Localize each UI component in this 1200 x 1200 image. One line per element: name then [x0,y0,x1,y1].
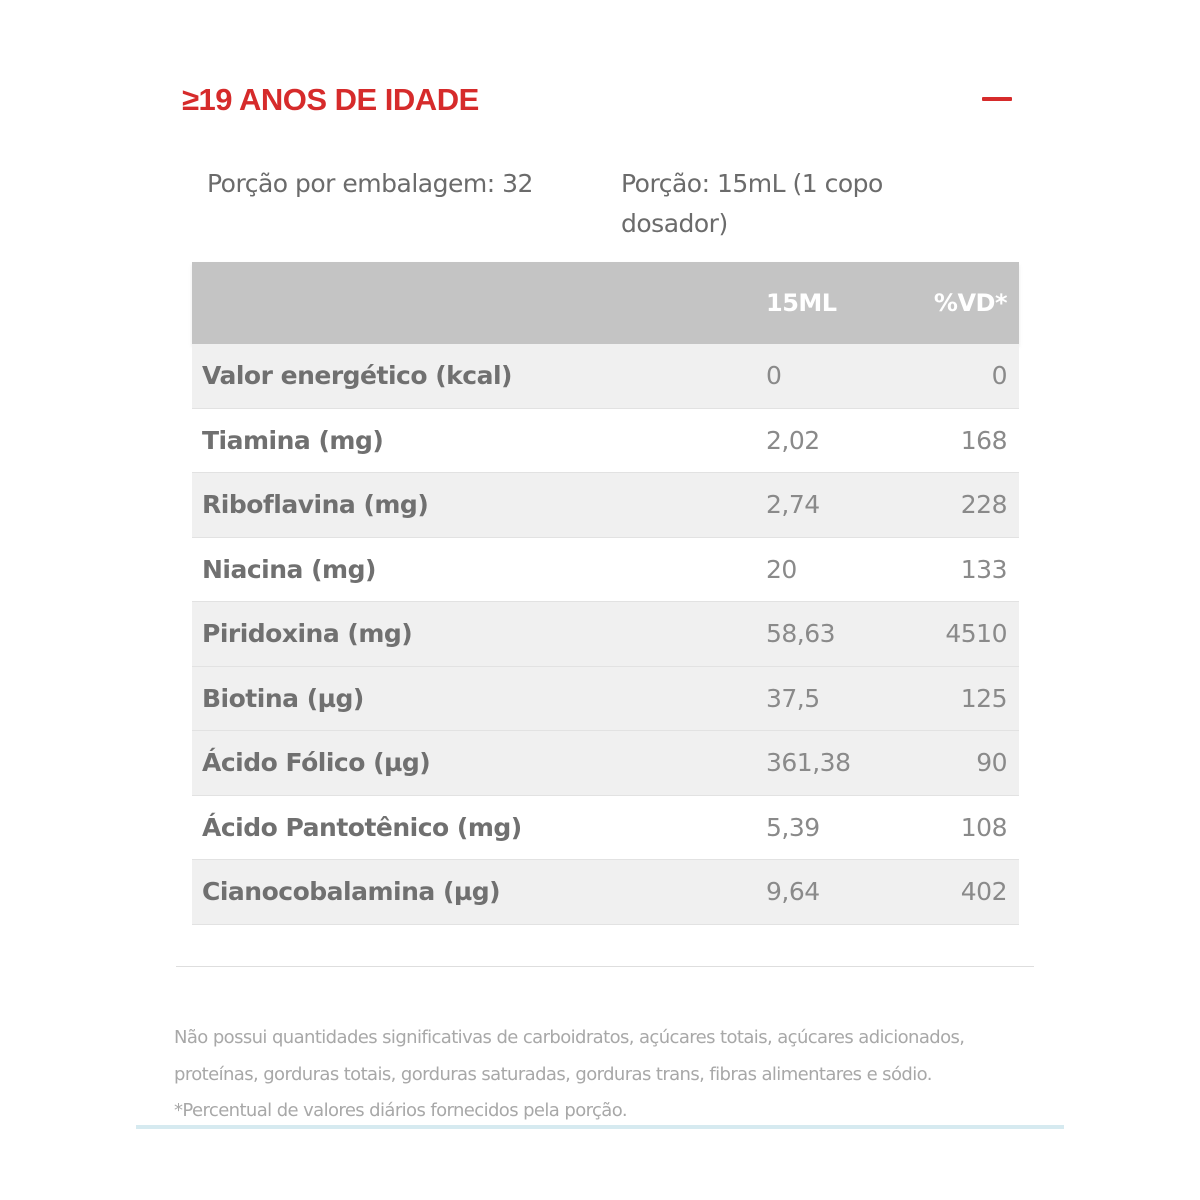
nutrient-daily-value: 90 [976,748,1007,777]
nutrition-table [192,262,1019,925]
bottom-accent-line [136,1125,1064,1129]
nutrient-name: Biotina (µg) [202,683,364,713]
nutrient-name: Tiamina (mg) [202,425,384,455]
footnote-text: Não possui quantidades significativas de carboidratos, açúcares totais, açúcares adicionados, [174,1027,965,1048]
nutrient-amount: 2,74 [766,490,820,519]
minus-icon[interactable] [982,97,1012,101]
nutrient-daily-value: 0 [991,361,1007,390]
nutrient-name: Ácido Fólico (µg) [202,748,431,777]
nutrient-name: Niacina (mg) [202,554,376,584]
footnote-daily-value-note: *Percentual de valores diários fornecidos pela porção. [174,1100,627,1121]
nutrient-name: Valor energético (kcal) [202,361,512,390]
nutrient-name: Riboflavina (mg) [202,490,429,519]
nutrient-name: Cianocobalamina (µg) [202,877,501,906]
nutrient-daily-value: 108 [960,812,1007,842]
nutrient-daily-value: 168 [960,425,1007,455]
portion-serving: Porção: 15mL (1 copo dosador) [621,169,883,238]
table-header [192,262,1019,344]
nutrient-name: Piridoxina (mg) [202,619,413,648]
nutrient-amount: 20 [766,554,797,584]
footnotes [174,1020,1054,1130]
section-title: ≥19 ANOS DE IDADE [182,82,479,117]
table-row [192,538,1019,603]
nutrient-amount: 58,63 [766,619,836,648]
table-row [192,731,1019,796]
table-row [192,602,1019,667]
nutrient-daily-value: 4510 [945,619,1007,648]
nutrient-daily-value: 228 [960,490,1007,519]
nutrient-amount: 361,38 [766,748,851,777]
nutrient-amount: 2,02 [766,425,820,455]
header-amount: 15ML [766,289,837,317]
nutrient-amount: 0 [766,361,782,390]
portion-per-package: Porção por embalagem: 32 [207,169,533,198]
nutrient-name: Ácido Pantotênico (mg) [202,812,522,842]
divider [176,966,1034,967]
nutrient-amount: 9,64 [766,877,820,906]
nutrient-daily-value: 133 [960,554,1007,584]
table-row [192,796,1019,861]
table-row [192,344,1019,409]
table-row [192,473,1019,538]
nutrient-daily-value: 125 [960,683,1007,713]
section-header[interactable] [182,78,1012,122]
nutrient-daily-value: 402 [960,877,1007,906]
footnote-text: proteínas, gorduras totais, gorduras saturadas, gorduras trans, fibras alimentares e sódio. [174,1063,932,1085]
nutrient-amount: 37,5 [766,683,820,713]
table-row [192,667,1019,732]
header-daily-value: %VD* [933,289,1007,317]
nutrient-amount: 5,39 [766,812,820,842]
table-row [192,860,1019,925]
table-row [192,409,1019,474]
